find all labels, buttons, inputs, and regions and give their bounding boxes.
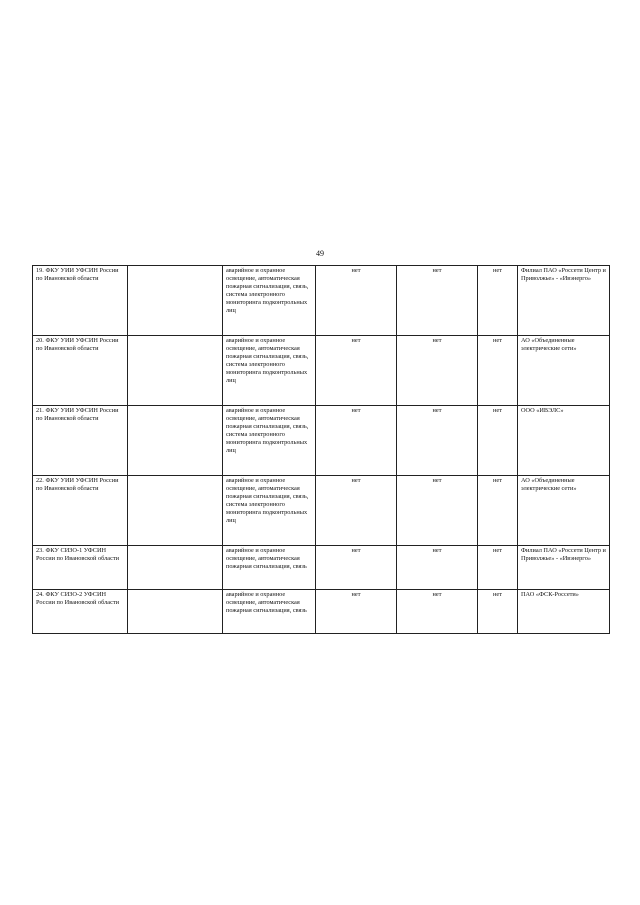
value-cell: нет [478, 590, 518, 634]
systems-cell: аварийное и охранное освещение, автоматическая пожарная сигнализация, связь [223, 546, 316, 590]
empty-cell [128, 590, 223, 634]
object-name-cell: 20. ФКУ УИИ УФСИН России по Ивановской области [33, 336, 128, 406]
systems-cell: аварийное и охранное освещение, автоматическая пожарная сигнализация, связь, система электронного мониторинга подконтрольных лиц [223, 266, 316, 336]
systems-cell: аварийное и охранное освещение, автоматическая пожарная сигнализация, связь [223, 590, 316, 634]
value-cell: нет [316, 476, 397, 546]
supplier-cell: АО «Объединенные электрические сети» [518, 336, 610, 406]
value-cell: нет [316, 266, 397, 336]
object-name-cell: 21. ФКУ УИИ УФСИН России по Ивановской области [33, 406, 128, 476]
value-cell: нет [316, 546, 397, 590]
value-cell: нет [397, 406, 478, 476]
systems-cell: аварийное и охранное освещение, автоматическая пожарная сигнализация, связь, система электронного мониторинга подконтрольных лиц [223, 406, 316, 476]
table-row [33, 406, 610, 476]
supplier-cell: Филиал ПАО «Россети Центр и Приволжье» - «Ивэнерго» [518, 546, 610, 590]
table-row [33, 590, 610, 634]
table-row [33, 266, 610, 336]
value-cell: нет [478, 406, 518, 476]
value-cell: нет [316, 336, 397, 406]
value-cell: нет [397, 266, 478, 336]
page-number: 49 [316, 249, 324, 258]
systems-cell: аварийное и охранное освещение, автоматическая пожарная сигнализация, связь, система электронного мониторинга подконтрольных лиц [223, 336, 316, 406]
value-cell: нет [478, 476, 518, 546]
value-cell: нет [397, 590, 478, 634]
table-row [33, 476, 610, 546]
value-cell: нет [478, 336, 518, 406]
object-name-cell: 24. ФКУ СИЗО-2 УФСИН России по Ивановской области [33, 590, 128, 634]
table-row [33, 546, 610, 590]
value-cell: нет [397, 336, 478, 406]
supplier-cell: ПАО «ФСК-Россети» [518, 590, 610, 634]
table-row [33, 336, 610, 406]
value-cell: нет [478, 546, 518, 590]
empty-cell [128, 476, 223, 546]
object-name-cell: 19. ФКУ УИИ УФСИН России по Ивановской области [33, 266, 128, 336]
object-name-cell: 23. ФКУ СИЗО-1 УФСИН России по Ивановской области [33, 546, 128, 590]
systems-cell: аварийное и охранное освещение, автоматическая пожарная сигнализация, связь, система электронного мониторинга подконтрольных лиц [223, 476, 316, 546]
value-cell: нет [478, 266, 518, 336]
empty-cell [128, 336, 223, 406]
value-cell: нет [316, 590, 397, 634]
object-name-cell: 22. ФКУ УИИ УФСИН России по Ивановской области [33, 476, 128, 546]
supplier-cell: АО «Объединенные электрические сети» [518, 476, 610, 546]
supplier-cell: ООО «ИВЭЛС» [518, 406, 610, 476]
empty-cell [128, 266, 223, 336]
value-cell: нет [397, 476, 478, 546]
empty-cell [128, 546, 223, 590]
supplier-cell: Филиал ПАО «Россети Центр и Приволжье» - «Ивэнерго» [518, 266, 610, 336]
empty-cell [128, 406, 223, 476]
data-table [32, 265, 610, 634]
value-cell: нет [316, 406, 397, 476]
value-cell: нет [397, 546, 478, 590]
